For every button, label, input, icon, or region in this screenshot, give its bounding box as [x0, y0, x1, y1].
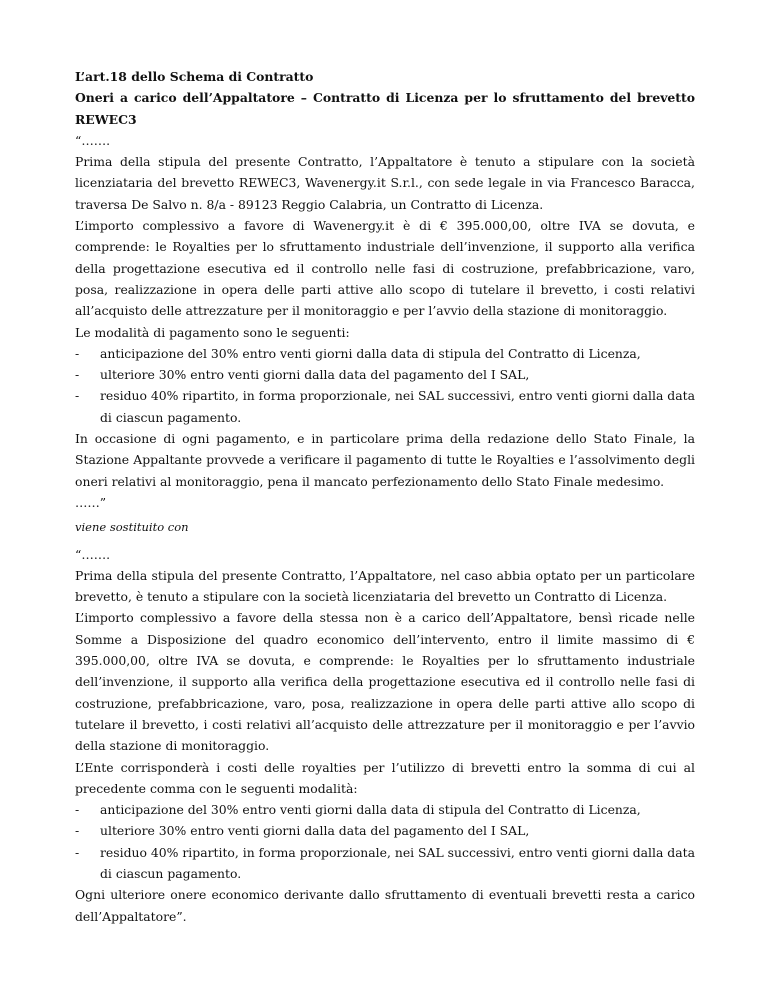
list-item [75, 820, 695, 841]
list-dash: - [75, 844, 80, 860]
document-page [75, 66, 695, 927]
list-item [75, 343, 695, 364]
replacement-paragraph-3: L’Ente corrisponderà i costi delle royalties per l’utilizzo di brevetti entro la somma di cui al precedente comma con le seguenti modalità: [75, 759, 695, 796]
list-item [75, 842, 695, 885]
replacement-paragraph-2: L’importo complessivo a favore della stessa non è a carico dell’Appaltatore, bensì ricade nelle Somme a Disposizione del quadro economico dell’intervento, entro il limite massimo di € 395.000,00, oltre IVA se dovuta, e comprende: le Royalties per lo sfruttamento industriale dell’invenzione, il supporto alla verifica della progettazione esecutiva ed il controllo nelle fasi di costruzione, prefabbricazione, varo, posa, realizzazione in opera delle parti attive allo scopo di tutelare il brevetto, i costi relativi all’acquisto delle attrezzature per il monitoraggio e per l’avvio della stazione di monitoraggio. [75, 610, 695, 754]
list-item-text: anticipazione del 30% entro venti giorni dalla data di stipula del Contratto di Licenza, [100, 345, 641, 361]
original-close-quote: ……” [75, 494, 107, 510]
original-open-quote: “……. [75, 132, 111, 148]
article-subtitle: Oneri a carico dell’Appaltatore – Contratto di Licenza per lo sfruttamento del brevetto REWEC3 [75, 90, 695, 127]
article-title: L’art.18 dello Schema di Contratto [75, 69, 314, 84]
list-item [75, 364, 695, 385]
original-payment-list [75, 343, 695, 428]
original-paragraph-3: Le modalità di pagamento sono le seguenti: [75, 324, 350, 340]
list-dash: - [75, 802, 80, 818]
list-dash: - [75, 367, 80, 383]
list-dash: - [75, 345, 80, 361]
separator-text: viene sostituito con [75, 520, 189, 535]
list-item [75, 385, 695, 428]
original-paragraph-1: Prima della stipula del presente Contratto, l’Appaltatore è tenuto a stipulare con la società licenziataria del brevetto REWEC3, Wavenergy.it S.r.l., con sede legale in via Francesco Baracca, traversa De Salvo n. 8/a - 89123 Reggio Calabria, un Contratto di Licenza. [75, 154, 695, 212]
replacement-open-quote: “……. [75, 546, 111, 562]
list-dash: - [75, 823, 80, 839]
original-paragraph-4: In occasione di ogni pagamento, e in particolare prima della redazione dello Stato Finale, la Stazione Appaltante provvede a verificare il pagamento di tutte le Royalties e l’assolvimento degli oneri relativi al monitoraggio, pena il mancato perfezionamento dello Stato Finale medesimo. [75, 431, 695, 489]
original-paragraph-2: L’importo complessivo a favore di Wavenergy.it è di € 395.000,00, oltre IVA se dovuta, e comprende: le Royalties per lo sfruttamento industriale dell’invenzione, il supporto alla verifica della progettazione esecutiva ed il controllo nelle fasi di costruzione, prefabbricazione, varo, posa, realizzazione in opera delle parti attive allo scopo di tutelare il brevetto, i costi relativi all’acquisto delle attrezzature per il monitoraggio e per l’avvio della stazione di monitoraggio. [75, 218, 695, 319]
list-dash: - [75, 388, 80, 404]
replacement-paragraph-4: Ogni ulteriore onere economico derivante dallo sfruttamento di eventuali brevetti resta a carico dell’Appaltatore”. [75, 887, 695, 924]
replacement-paragraph-1: Prima della stipula del presente Contratto, l’Appaltatore, nel caso abbia optato per un particolare brevetto, è tenuto a stipulare con la società licenziataria del brevetto un Contratto di Licenza. [75, 567, 695, 605]
list-item [75, 799, 695, 820]
list-item-text: ulteriore 30% entro venti giorni dalla data del pagamento del I SAL, [100, 823, 530, 839]
list-item-text: residuo 40% ripartito, in forma proporzionale, nei SAL successivi, entro venti giorni dalla data di ciascun pagamento. [100, 388, 695, 425]
replacement-payment-list [75, 799, 695, 884]
list-item-text: residuo 40% ripartito, in forma proporzionale, nei SAL successivi, entro venti giorni dalla data di ciascun pagamento. [100, 844, 695, 881]
list-item-text: ulteriore 30% entro venti giorni dalla data del pagamento del I SAL, [100, 367, 530, 383]
list-item-text: anticipazione del 30% entro venti giorni dalla data di stipula del Contratto di Licenza, [100, 802, 641, 818]
